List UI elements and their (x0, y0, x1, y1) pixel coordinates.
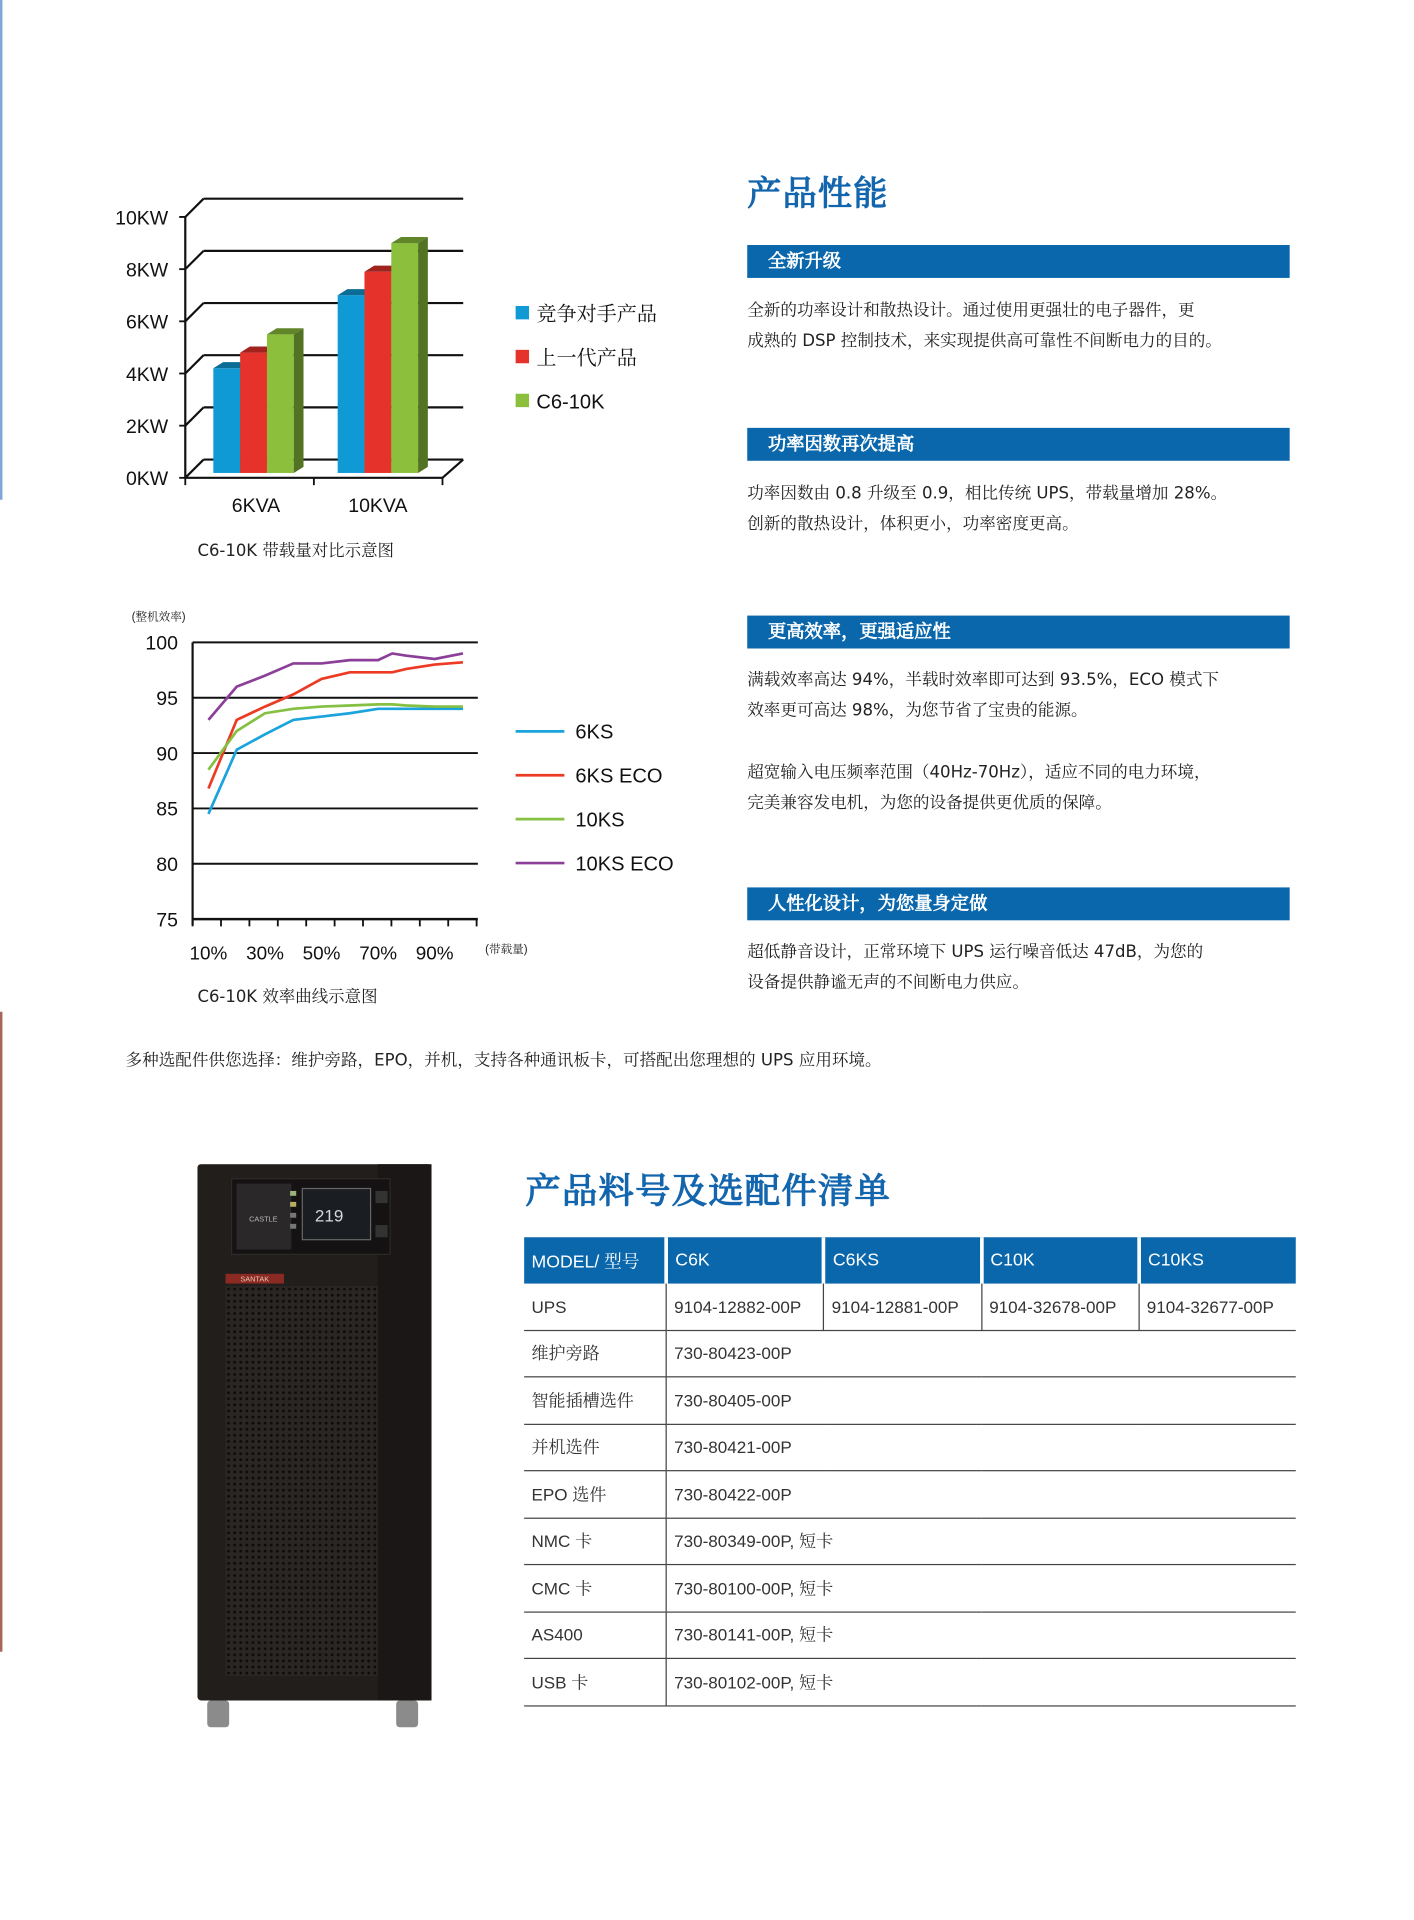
header-c6k: C6K (666, 1237, 824, 1283)
text-line: 设备提供静谧无声的不间断电力供应。 (747, 972, 1029, 993)
cell-part-number: 730-80102-00P, 短卡 (666, 1658, 1296, 1705)
x-tick-label: 6KVA (231, 494, 281, 517)
performance-title: 产品性能 (747, 173, 889, 214)
header-c6ks: C6KS (824, 1237, 982, 1283)
x-tick-label: 10% (189, 943, 228, 965)
cell-item: 维护旁路 (524, 1330, 666, 1377)
table-row (524, 1611, 1296, 1658)
text-line: 完美兼容发电机，为您的设备提供更优质的保障。 (747, 793, 1112, 814)
efficiency-line-chart (73, 597, 707, 975)
bar-chart-caption: C6-10K 带载量对比示意图 (197, 541, 394, 561)
section-text-power-factor (747, 479, 1296, 540)
section-heading-efficiency: 更高效率，更强适应性 (747, 616, 1289, 649)
section-text-input-range (747, 758, 1296, 819)
table-header-row (524, 1237, 1296, 1283)
bar-C6-10K (267, 334, 294, 473)
x-tick-label: 50% (302, 943, 341, 965)
cell-item: USB 卡 (524, 1658, 666, 1705)
y-tick-label: 100 (145, 632, 178, 655)
text-line: 全新的功率设计和散热设计。通过使用更强壮的电子器件，更 (747, 301, 1195, 321)
cell-part-number: 9104-32677-00P (1139, 1284, 1296, 1330)
section-heading-power-factor: 功率因数再次提高 (747, 428, 1289, 461)
text-line: 满载效率高达 94%，半载时效率即可达到 93.5%，ECO 模式下 (747, 670, 1219, 690)
cell-part-number: 730-80100-00P, 短卡 (666, 1565, 1296, 1612)
y-tick-label: 95 (156, 688, 178, 711)
x-tick-label: 30% (246, 943, 284, 965)
bar-竞争对手产品 (338, 295, 365, 473)
table-row (524, 1471, 1296, 1518)
legend-swatch (516, 350, 529, 363)
x-tick-label: 70% (359, 943, 398, 965)
bar-side-face (418, 237, 428, 473)
grid-diagonal (185, 460, 203, 478)
section-text-upgrade (747, 296, 1296, 357)
cell-item: 智能插槽选件 (524, 1377, 666, 1424)
legend-label: 6KS (575, 721, 614, 744)
grid-diagonal (185, 199, 203, 217)
section-heading-upgrade: 全新升级 (747, 245, 1289, 278)
header-c10k: C10K (981, 1237, 1139, 1283)
legend-label: C6-10K (536, 391, 605, 414)
y-tick-label: 6KW (125, 311, 169, 334)
legend-label: 上一代产品 (536, 347, 637, 370)
y-tick-label: 90 (156, 743, 178, 766)
cell-part-number: 730-80422-00P (666, 1471, 1296, 1518)
cell-part-number: 730-80349-00P, 短卡 (666, 1518, 1296, 1565)
bar-竞争对手产品 (213, 368, 240, 473)
bar-side-face (294, 328, 304, 473)
left-edge-stripe (0, 1012, 2, 1652)
legend-label: 10KS (575, 809, 625, 832)
cell-item: NMC 卡 (524, 1518, 666, 1565)
load-capacity-bar-chart (73, 171, 707, 537)
cell-item: UPS (524, 1284, 666, 1330)
ups-product-image (195, 1164, 433, 1737)
y-tick-label: 2KW (125, 415, 169, 438)
castle-logo: CASTLE (249, 1214, 278, 1224)
header-c10ks: C10KS (1139, 1237, 1296, 1283)
text-line: 创新的散热设计，体积更小，功率密度更高。 (747, 514, 1079, 534)
legend-label: 10KS ECO (575, 853, 674, 876)
lcd-display-value: 219 (314, 1206, 344, 1226)
section-text-design (747, 937, 1296, 998)
parts-list-title: 产品料号及选配件清单 (525, 1170, 892, 1212)
cell-part-number: 730-80421-00P (666, 1424, 1296, 1471)
options-note: 多种选配件供您选择：维护旁路，EPO，并机，支持各种通讯板卡，可搭配出您理想的 UPS 应用环境。 (125, 1050, 882, 1071)
y-tick-label: 10KW (115, 207, 169, 230)
table-row (524, 1565, 1296, 1612)
legend-label: 6KS ECO (575, 765, 663, 788)
bar-上一代产品 (240, 353, 267, 473)
parts-list-table (524, 1237, 1296, 1706)
cell-part-number: 9104-12882-00P (666, 1284, 824, 1330)
text-line: 超宽输入电压频率范围（40Hz-70Hz），适应不同的电力环境， (747, 763, 1211, 783)
y-tick-label: 4KW (125, 363, 169, 386)
x-tick-label: 90% (415, 943, 454, 965)
section-heading-design: 人性化设计，为您量身定做 (747, 887, 1289, 920)
y-tick-label: 80 (156, 854, 178, 877)
cell-item: AS400 (524, 1611, 666, 1658)
y-tick-label: 85 (156, 798, 178, 821)
table-row (524, 1518, 1296, 1565)
y-tick-label: 75 (156, 909, 178, 932)
bar-C6-10K (391, 243, 418, 473)
x-axis-title: (带载量) (485, 944, 528, 957)
y-axis-title: (整机效率) (131, 611, 186, 624)
y-tick-label: 0KW (125, 468, 169, 491)
text-line: 功率因数由 0.8 升级至 0.9，相比传统 UPS，带载量增加 28%。 (747, 483, 1228, 504)
cell-item: 并机选件 (524, 1424, 666, 1471)
table-row (524, 1424, 1296, 1471)
cell-item: EPO 选件 (524, 1471, 666, 1518)
legend-swatch (516, 394, 529, 407)
table-row (524, 1377, 1296, 1424)
x-tick-label: 10KVA (348, 494, 408, 517)
grid-diagonal (185, 355, 203, 373)
grid-diagonal (185, 407, 203, 425)
section-text-efficiency (747, 666, 1296, 727)
grid-diagonal (185, 251, 203, 269)
line-chart-caption: C6-10K 效率曲线示意图 (197, 987, 378, 1007)
cell-part-number: 9104-12881-00P (824, 1284, 982, 1330)
cell-part-number: 9104-32678-00P (981, 1284, 1139, 1330)
cell-part-number: 730-80423-00P (666, 1330, 1296, 1377)
table-row (524, 1658, 1296, 1705)
table-row (524, 1330, 1296, 1377)
table-row (524, 1284, 1296, 1330)
text-line: 成熟的 DSP 控制技术，来实现提供高可靠性不间断电力的目的。 (747, 331, 1222, 352)
santak-badge: SANTAK (240, 1274, 270, 1284)
cell-part-number: 730-80405-00P (666, 1377, 1296, 1424)
cell-part-number: 730-80141-00P, 短卡 (666, 1611, 1296, 1658)
header-model: MODEL/ 型号 (524, 1237, 666, 1283)
cell-item: CMC 卡 (524, 1565, 666, 1612)
legend-swatch (516, 306, 529, 319)
grid-diagonal (185, 303, 203, 321)
bar-上一代产品 (364, 272, 391, 473)
legend-label: 竞争对手产品 (536, 303, 658, 326)
text-line: 超低静音设计，正常环境下 UPS 运行噪音低达 47dB，为您的 (747, 942, 1204, 962)
text-line: 效率更可高达 98%，为您节省了宝贵的能源。 (747, 700, 1088, 721)
y-tick-label: 8KW (125, 259, 169, 282)
left-edge-stripe (0, 0, 2, 500)
